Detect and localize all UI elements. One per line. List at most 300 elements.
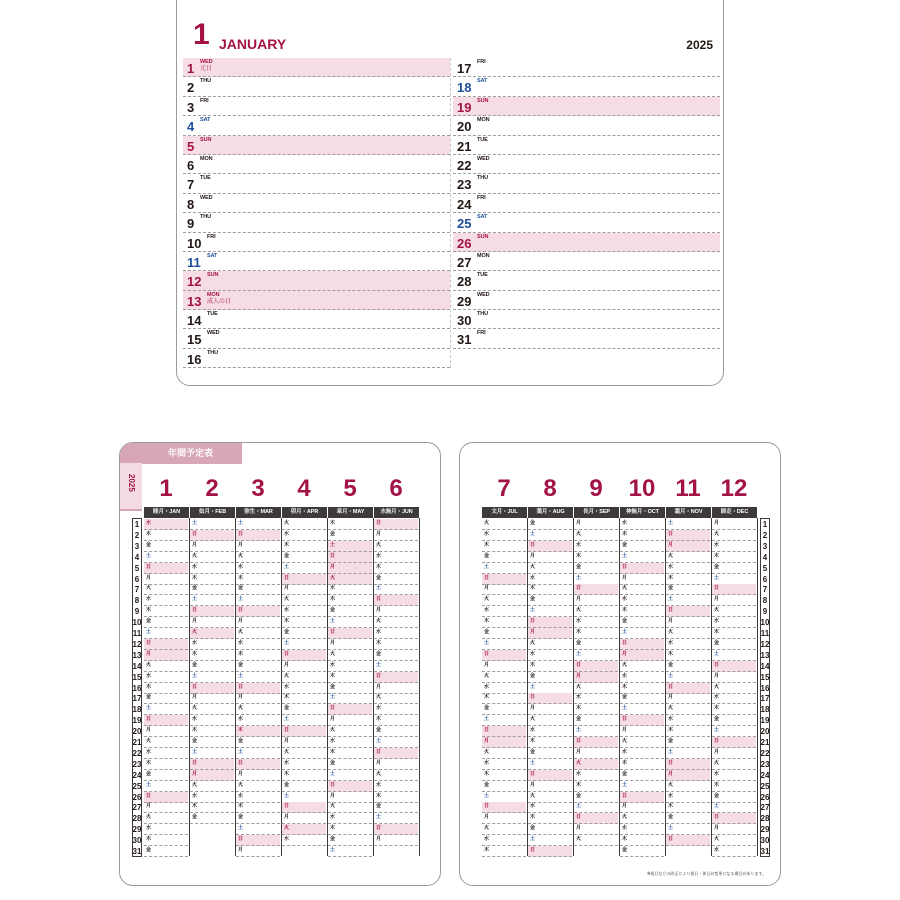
row-day-number: 21 xyxy=(132,738,142,747)
weekday-kanji: 金 xyxy=(484,552,490,559)
day-cell xyxy=(190,672,234,683)
day-cell xyxy=(482,584,526,595)
weekday-kanji: 火 xyxy=(668,552,674,559)
weekday-kanji: 水 xyxy=(284,759,290,766)
day-cell xyxy=(190,595,234,606)
day-cell xyxy=(374,606,418,617)
day-number: 9 xyxy=(187,216,195,232)
yearly-planner-left xyxy=(119,442,441,886)
weekday-kanji: 火 xyxy=(192,629,198,635)
day-cell xyxy=(236,693,280,704)
weekday-kanji: 火 xyxy=(714,759,720,766)
day-cell xyxy=(620,552,664,563)
day-cell xyxy=(282,737,326,748)
weekday-kanji: 木 xyxy=(714,705,720,712)
day-number: 27 xyxy=(457,254,472,270)
weekday-kanji: 木 xyxy=(238,650,244,657)
weekday-kanji: 月 xyxy=(376,530,382,537)
day-cell xyxy=(712,650,756,661)
weekday-kanji: 火 xyxy=(376,618,382,625)
day-cell xyxy=(482,835,526,846)
weekday-kanji: 木 xyxy=(192,727,198,734)
weekday-kanji: 月 xyxy=(576,672,582,679)
weekday-kanji: 土 xyxy=(622,705,628,712)
weekday-kanji: 土 xyxy=(284,792,290,799)
weekday-kanji: 月 xyxy=(622,727,628,734)
day-cell xyxy=(190,552,234,563)
weekday-label: MON xyxy=(207,291,220,298)
row-day-number: 28 xyxy=(132,814,142,824)
weekday-kanji: 金 xyxy=(146,541,152,548)
weekday-kanji: 金 xyxy=(376,574,382,581)
day-cell xyxy=(482,574,526,585)
weekday-kanji: 水 xyxy=(484,530,490,537)
month-header: 皐月・MAY xyxy=(328,507,373,518)
day-cell xyxy=(620,813,664,824)
weekday-kanji: 土 xyxy=(284,639,290,646)
weekday-kanji: 日 xyxy=(622,792,628,799)
day-cell xyxy=(374,617,418,628)
weekday-kanji: 日 xyxy=(668,607,674,614)
day-number: 28 xyxy=(457,274,472,290)
weekday-kanji: 木 xyxy=(376,563,382,570)
day-cell xyxy=(528,781,572,792)
day-cell xyxy=(328,639,372,650)
weekday-kanji: 火 xyxy=(376,770,382,777)
row-day-number: 13 xyxy=(132,650,142,660)
row-day-number: 13 xyxy=(760,650,770,660)
day-cell xyxy=(482,759,526,770)
weekday-kanji: 木 xyxy=(330,825,336,832)
weekday-kanji: 火 xyxy=(484,520,490,526)
day-cell xyxy=(190,574,234,585)
weekday-kanji: 木 xyxy=(668,574,674,581)
day-cell xyxy=(282,792,326,803)
day-cell xyxy=(666,595,710,606)
day-cell xyxy=(190,802,234,813)
day-cell xyxy=(282,693,326,704)
day-cell xyxy=(328,595,372,606)
weekday-kanji: 月 xyxy=(714,520,720,526)
day-cell xyxy=(144,781,188,792)
weekday-kanji: 水 xyxy=(484,683,490,690)
row-day-number: 24 xyxy=(132,770,142,780)
weekday-kanji: 月 xyxy=(192,694,198,701)
row-day-number: 4 xyxy=(762,552,768,562)
row-day-number: 11 xyxy=(760,629,770,638)
day-row xyxy=(453,116,720,135)
weekday-kanji: 木 xyxy=(192,803,198,810)
day-cell xyxy=(574,759,618,770)
day-row xyxy=(453,310,720,329)
day-cell xyxy=(282,628,326,639)
day-cell xyxy=(190,726,234,737)
weekday-kanji: 木 xyxy=(238,803,244,810)
day-cell xyxy=(620,628,664,639)
weekday-kanji: 月 xyxy=(668,694,674,701)
day-cell xyxy=(144,813,188,824)
day-cell xyxy=(666,704,710,715)
day-cell xyxy=(190,628,234,639)
day-cell xyxy=(144,552,188,563)
weekday-kanji: 日 xyxy=(238,683,244,690)
weekday-kanji: 火 xyxy=(484,825,490,832)
day-cell xyxy=(666,606,710,617)
day-cell xyxy=(236,781,280,792)
day-cell xyxy=(328,617,372,628)
day-cell xyxy=(282,541,326,552)
month-header: 葉月・AUG xyxy=(528,507,573,518)
day-cell xyxy=(666,661,710,672)
weekday-kanji: 木 xyxy=(576,705,582,712)
weekday-kanji: 土 xyxy=(376,585,382,592)
day-cell xyxy=(528,650,572,661)
weekday-kanji: 日 xyxy=(668,683,674,690)
weekday-kanji: 土 xyxy=(484,563,490,570)
weekday-kanji: 水 xyxy=(376,552,382,559)
day-cell xyxy=(282,770,326,781)
weekday-kanji: 水 xyxy=(668,639,674,646)
weekday-kanji: 木 xyxy=(284,541,290,548)
day-number: 21 xyxy=(457,138,472,154)
weekday-label: SAT xyxy=(477,78,488,85)
day-cell xyxy=(328,606,372,617)
day-cell xyxy=(374,552,418,563)
weekday-kanji: 木 xyxy=(622,607,628,614)
day-cell xyxy=(620,661,664,672)
day-cell xyxy=(328,781,372,792)
weekday-kanji: 土 xyxy=(530,607,536,614)
row-day-number: 14 xyxy=(132,661,142,671)
day-cell xyxy=(328,792,372,803)
day-cell xyxy=(620,584,664,595)
day-cell xyxy=(482,683,526,694)
day-cell xyxy=(282,552,326,563)
month-big-number: 6 xyxy=(389,475,403,502)
weekday-kanji: 月 xyxy=(668,541,674,548)
weekday-kanji: 日 xyxy=(530,770,536,777)
weekday-kanji: 月 xyxy=(530,552,536,559)
weekday-kanji: 水 xyxy=(238,792,244,799)
day-cell xyxy=(328,813,372,824)
day-cell xyxy=(144,574,188,585)
day-cell xyxy=(374,595,418,606)
weekday-label: SAT xyxy=(200,117,211,124)
weekday-kanji: 日 xyxy=(576,738,582,744)
day-cell xyxy=(236,650,280,661)
weekday-kanji: 金 xyxy=(238,585,244,592)
weekday-label: FRI xyxy=(477,330,486,337)
day-cell xyxy=(482,813,526,824)
day-cell xyxy=(328,672,372,683)
day-cell xyxy=(328,693,372,704)
day-cell xyxy=(374,628,418,639)
weekday-kanji: 金 xyxy=(714,716,720,723)
weekday-kanji: 水 xyxy=(284,836,290,843)
weekday-kanji: 火 xyxy=(192,705,198,712)
weekday-kanji: 金 xyxy=(330,607,336,614)
weekday-kanji: 日 xyxy=(376,596,382,603)
day-cell xyxy=(328,846,372,857)
day-number: 3 xyxy=(187,99,195,115)
weekday-kanji: 木 xyxy=(146,530,152,537)
month-header: 弥生・MAR xyxy=(236,507,281,518)
weekday-kanji: 日 xyxy=(192,759,198,766)
weekday-kanji: 日 xyxy=(484,574,490,581)
day-cell xyxy=(574,824,618,835)
yearly-planner-right xyxy=(459,442,781,886)
weekday-kanji: 月 xyxy=(146,727,152,734)
weekday-kanji: 木 xyxy=(238,727,244,734)
day-cell xyxy=(620,693,664,704)
day-cell xyxy=(144,737,188,748)
day-row xyxy=(453,271,720,290)
weekday-kanji: 日 xyxy=(238,836,244,843)
day-cell xyxy=(236,759,280,770)
weekday-label: THU xyxy=(207,349,219,356)
weekday-kanji: 月 xyxy=(238,694,244,701)
day-cell xyxy=(482,541,526,552)
weekday-kanji: 土 xyxy=(484,639,490,646)
month-big-number: 11 xyxy=(675,475,701,502)
day-cell xyxy=(282,759,326,770)
weekday-kanji: 木 xyxy=(330,672,336,679)
weekday-kanji: 日 xyxy=(668,836,674,843)
day-cell xyxy=(620,835,664,846)
day-cell xyxy=(190,792,234,803)
weekday-kanji: 土 xyxy=(192,672,198,679)
weekday-kanji: 土 xyxy=(622,781,628,788)
weekday-kanji: 日 xyxy=(192,530,198,537)
day-cell xyxy=(712,574,756,585)
weekday-kanji: 日 xyxy=(622,563,628,570)
weekday-kanji: 土 xyxy=(284,716,290,723)
weekday-kanji: 月 xyxy=(484,738,490,744)
row-day-number: 2 xyxy=(762,530,768,540)
day-cell xyxy=(574,683,618,694)
row-day-number: 30 xyxy=(760,836,770,846)
weekday-kanji: 土 xyxy=(330,618,336,625)
day-cell xyxy=(528,726,572,737)
day-row xyxy=(183,155,450,174)
row-day-number: 22 xyxy=(132,748,142,758)
weekday-kanji: 金 xyxy=(668,661,674,668)
day-row xyxy=(453,155,720,174)
weekday-kanji: 土 xyxy=(146,781,152,788)
weekday-kanji: 水 xyxy=(330,814,336,821)
weekday-kanji: 火 xyxy=(330,727,336,734)
day-cell xyxy=(282,563,326,574)
holiday-name: 成人の日 xyxy=(207,298,232,305)
day-cell xyxy=(482,519,526,530)
day-cell xyxy=(620,802,664,813)
day-cell xyxy=(574,770,618,781)
weekday-kanji: 木 xyxy=(714,781,720,788)
row-day-number: 15 xyxy=(760,672,770,682)
weekday-kanji: 火 xyxy=(376,541,382,548)
weekday-label: THU xyxy=(477,311,489,318)
weekday-kanji: 水 xyxy=(238,716,244,723)
day-cell xyxy=(620,519,664,530)
weekday-label: FRI xyxy=(477,194,486,201)
weekday-label: SUN xyxy=(200,136,212,143)
weekday-kanji: 金 xyxy=(530,672,536,679)
month-big-number: 8 xyxy=(543,475,557,502)
day-cell xyxy=(328,824,372,835)
day-cell xyxy=(282,606,326,617)
day-cell xyxy=(328,650,372,661)
day-cell xyxy=(712,802,756,813)
day-number: 26 xyxy=(457,235,472,251)
weekday-kanji: 月 xyxy=(622,650,628,657)
day-cell xyxy=(620,792,664,803)
weekday-kanji: 土 xyxy=(576,727,582,734)
month-big-number: 10 xyxy=(628,475,656,502)
day-row xyxy=(453,252,720,271)
day-cell xyxy=(282,726,326,737)
weekday-kanji: 水 xyxy=(376,781,382,788)
day-cell xyxy=(328,584,372,595)
weekday-kanji: 日 xyxy=(714,814,720,821)
month-header: 睦月・JAN xyxy=(144,507,189,518)
weekday-kanji: 水 xyxy=(192,716,198,723)
weekday-kanji: 月 xyxy=(192,618,198,625)
day-cell xyxy=(328,835,372,846)
day-cell xyxy=(374,541,418,552)
weekday-kanji: 火 xyxy=(530,563,536,570)
day-cell xyxy=(482,552,526,563)
day-cell xyxy=(528,835,572,846)
weekday-kanji: 木 xyxy=(146,836,152,843)
day-cell xyxy=(712,781,756,792)
day-cell xyxy=(282,650,326,661)
day-cell xyxy=(328,715,372,726)
day-cell xyxy=(482,563,526,574)
day-cell xyxy=(282,617,326,628)
weekday-kanji: 水 xyxy=(576,770,582,777)
day-cell xyxy=(374,759,418,770)
day-cell xyxy=(190,748,234,759)
footnote: ※祝日などの改正により祝日・休日が変更になる場合があります。 xyxy=(646,871,766,876)
weekday-kanji: 木 xyxy=(484,541,490,548)
row-day-number: 27 xyxy=(132,803,142,813)
weekday-kanji: 金 xyxy=(530,520,536,526)
row-day-number: 29 xyxy=(132,825,142,835)
weekday-kanji: 月 xyxy=(622,803,628,810)
day-row xyxy=(453,213,720,232)
day-cell xyxy=(712,661,756,672)
day-number: 14 xyxy=(187,313,202,329)
weekday-kanji: 日 xyxy=(330,781,336,788)
row-day-number: 16 xyxy=(132,683,142,693)
day-cell xyxy=(712,541,756,552)
day-cell xyxy=(282,781,326,792)
weekday-label: TUE xyxy=(200,175,211,182)
weekday-kanji: 水 xyxy=(714,541,720,548)
weekday-kanji: 火 xyxy=(576,683,582,690)
weekday-kanji: 金 xyxy=(622,847,628,853)
day-cell xyxy=(144,846,188,857)
weekday-kanji: 土 xyxy=(714,727,720,734)
weekday-kanji: 月 xyxy=(330,792,336,799)
day-cell xyxy=(236,617,280,628)
day-cell xyxy=(482,639,526,650)
day-row xyxy=(453,97,720,116)
row-day-number: 10 xyxy=(760,618,770,628)
weekday-kanji: 月 xyxy=(146,650,152,657)
day-cell xyxy=(144,628,188,639)
day-cell xyxy=(328,759,372,770)
row-day-number: 4 xyxy=(134,552,140,562)
day-cell xyxy=(712,683,756,694)
day-cell xyxy=(374,563,418,574)
day-cell xyxy=(666,584,710,595)
weekday-kanji: 月 xyxy=(576,520,582,526)
month-big-number: 9 xyxy=(589,475,603,502)
weekday-kanji: 木 xyxy=(284,770,290,777)
day-cell xyxy=(528,574,572,585)
day-cell xyxy=(282,530,326,541)
day-cell xyxy=(328,552,372,563)
day-cell xyxy=(712,835,756,846)
day-cell xyxy=(282,748,326,759)
row-day-number: 26 xyxy=(132,792,142,802)
day-cell xyxy=(144,748,188,759)
day-cell xyxy=(236,519,280,530)
day-cell xyxy=(528,759,572,770)
weekday-label: WED xyxy=(200,59,213,65)
weekday-kanji: 木 xyxy=(714,629,720,635)
weekday-kanji: 金 xyxy=(484,705,490,712)
day-cell xyxy=(574,726,618,737)
row-day-number: 23 xyxy=(132,759,142,769)
row-day-number: 25 xyxy=(760,781,770,791)
day-cell xyxy=(144,759,188,770)
month-big-number: 3 xyxy=(251,475,265,502)
day-cell xyxy=(328,726,372,737)
day-cell xyxy=(190,813,234,824)
weekday-kanji: 日 xyxy=(714,738,720,744)
day-cell xyxy=(374,835,418,846)
weekday-kanji: 木 xyxy=(484,770,490,777)
weekday-kanji: 日 xyxy=(146,792,152,799)
weekday-kanji: 月 xyxy=(146,803,152,810)
day-cell xyxy=(620,595,664,606)
day-row xyxy=(183,233,450,252)
weekday-kanji: 火 xyxy=(530,792,536,799)
weekday-kanji: 土 xyxy=(146,705,152,712)
day-cell xyxy=(574,781,618,792)
weekday-kanji: 土 xyxy=(668,520,674,526)
day-row xyxy=(183,116,450,135)
row-day-number: 18 xyxy=(760,705,770,715)
weekday-kanji: 月 xyxy=(484,661,490,668)
day-cell xyxy=(190,530,234,541)
day-cell xyxy=(574,639,618,650)
day-cell xyxy=(374,737,418,748)
weekday-kanji: 日 xyxy=(576,661,582,668)
day-cell xyxy=(712,737,756,748)
day-cell xyxy=(528,552,572,563)
day-cell xyxy=(236,563,280,574)
weekday-kanji: 日 xyxy=(714,585,720,592)
weekday-kanji: 火 xyxy=(330,574,336,581)
weekday-kanji: 水 xyxy=(668,563,674,570)
weekday-label: SUN xyxy=(477,233,489,240)
weekday-kanji: 水 xyxy=(330,661,336,668)
year-vertical-label: 2025 xyxy=(127,474,136,492)
month-header: 師走・DEC xyxy=(712,507,757,518)
